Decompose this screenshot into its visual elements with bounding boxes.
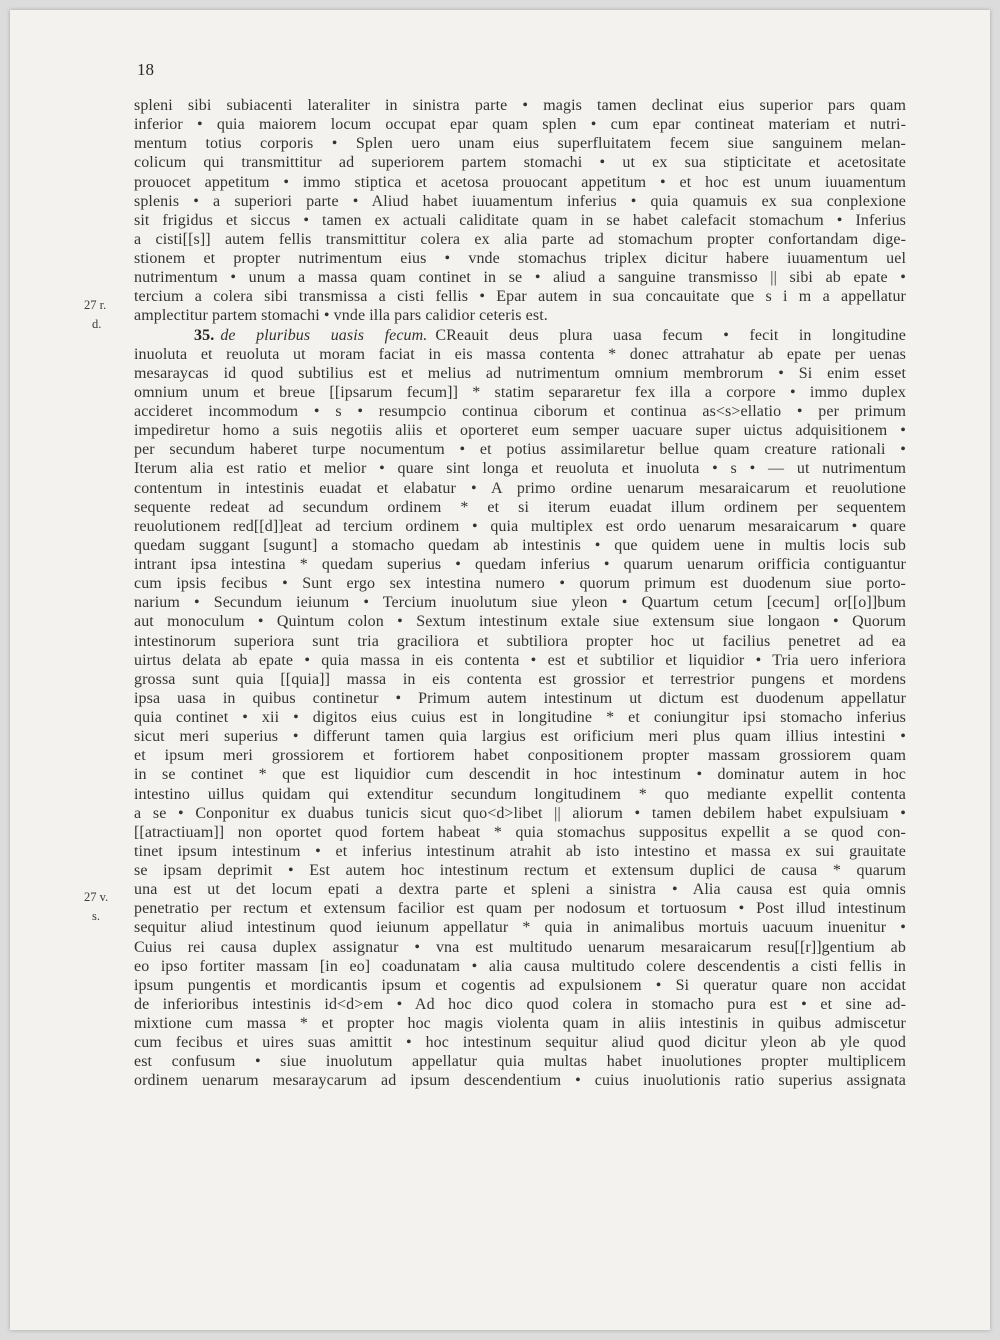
text-block-after-heading — [134, 345, 906, 1091]
text-line: ipsa uasa in quibus continetur • Primum autem intestinum ut dictum est duodenum appellatur — [134, 689, 906, 707]
text-line: intrant ipsa intestina * quedam superius • quedam inferius • quarum uenarum orifficia contiguantur — [134, 556, 906, 573]
text-line: sit frigidus et siccus • tamen ex actuali caliditate quam in se habet calefacit stomachum • Inferius — [134, 211, 906, 229]
text-line: contentum in intestinis euadat et elabatur • A primo ordine uenarum mesaraicarum et reuolutione — [134, 479, 906, 497]
margin-note-folio: 27 v. — [84, 890, 109, 904]
margin-note-column: s. — [92, 909, 100, 924]
text-line: impediretur homo a suis negotiis aliis et oporteret eum semper uacuare super uictus adquisitionem • — [134, 422, 906, 440]
text-line: intestinorum superiora sunt tria graciliora et subtiliora propter hoc ut facilius penetret ad ea — [134, 632, 906, 650]
text-line: omnium unum et breue [[ipsarum fecum]] * statim separaretur fex illa a corpore • immo duplex — [134, 383, 906, 401]
text-line: accideret incommodum • s • resumpcio continua ciborum et continua as<s>ellatio • per primum — [134, 403, 906, 420]
text-line: tercium a colera sibi transmissa a cisti fellis • Epar autem in sua concauitate que s i m a appellatur — [134, 288, 906, 306]
text-line: tinet ipsum intestinum • et inferius intestinum atrahit ab isto intestino et massa ex sui grauitate — [134, 842, 906, 860]
margin-note-folio: 27 r. — [84, 298, 107, 312]
text-line: eo ipso fortiter massam [in eo] coadunatam • alia causa multitudo colere descendentis a cisti fellis in — [134, 957, 906, 975]
margin-note-folio-27r — [84, 296, 124, 334]
text-line: prouocet appetitum • immo stiptica et acetosa prouocant appetitum • et hoc est unum iuuamentum — [134, 173, 906, 191]
text-line: sequente redeat ad secundum ordinem * et si iterum euadat illum ordinem per sequentem — [134, 498, 906, 516]
section-number: 35. — [194, 326, 215, 344]
text-line: stionem et propter nutrimentum eius • vnde stomachus triplex dicitur habere iuuamentum uel — [134, 250, 906, 267]
text-line: intestino uillus quidam qui extenditur secundum longitudinem * quo mediante expellit contenta — [134, 785, 906, 803]
text-line: uirtus delata ab epate • quia massa in eis contenta • est et subtilior et liquidior • Tria uero inferiora — [134, 651, 906, 669]
text-line: mixtione cum massa * et propter hoc magis violenta quam in aliis intestinis in quibus admiscetur — [134, 1015, 906, 1032]
text-line: sequitur aliud intestinum quod ieiunum appellatur * quia in animalibus mortuis uacuum inuenitur • — [134, 919, 906, 937]
text-line: a se • Conponitur ex duabus tunicis sicut quo<d>libet || aliorum • tamen debilem habet expulsiuam • — [134, 804, 906, 822]
text-line: narium • Secundum ieiunum • Tercium inuolutum siue yleon • Quartum cetum [cecum] or[[o]]bum — [134, 594, 906, 612]
text-line: per secundum haberet turpe nocumentum • et potius assimilaretur bellue quam creature rationali • — [134, 441, 906, 459]
margin-note-folio-27v — [84, 888, 124, 926]
text-line: cum ipsis fecibus • Sunt ergo sex intestina numero • quorum primum est duodenum siue porto- — [134, 575, 906, 593]
text-line: Cuius rei causa duplex assignatur • vna est multitudo uenarum mesaraicarum resu[[r]]gentium ab — [134, 938, 906, 956]
text-line: est confusum • siue inuolutum appellatur quia multas habet inuolutiones propter multiplicem — [134, 1053, 906, 1071]
text-line: a cisti[[s]] autem fellis transmittitur colera ex alia parte ad stomachum propter confortandam dige- — [134, 230, 906, 248]
section-heading-line — [134, 326, 906, 345]
text-line: quedam suggant [sugunt] a stomacho quedam ab intestinis • que quidem uene in multis locis sub — [134, 536, 906, 554]
text-line: de inferioribus intestinis id<d>em • Ad hoc dico quod colera in stomacho pura est • et sine ad- — [134, 995, 906, 1013]
text-line: ipsum pungentis et mordicantis ipsum et cogentis ad expulsionem • Si queratur quare non accidat — [134, 976, 906, 994]
text-line: inferior • quia maiorem locum occupat epar quam splen • cum epar contineat materiam et nutri- — [134, 116, 906, 134]
section-title: de pluribus uasis fecum. — [220, 326, 428, 344]
text-line: se ipsam deprimit • Est autem hoc intestinum rectum et extensum duplici de causa * quarum — [134, 862, 906, 879]
text-line: et ipsum meri grossiorem et fortiorem habet conpositionem propter massam grossiorem quam — [134, 747, 906, 765]
text-line: penetratio per rectum et extensum facilior est quam per nodosum et tortuosum • Post illud intestinum — [134, 900, 906, 918]
text-line: ordinem uenarum mesaraycarum ad ipsum descendentium • cuius inuolutionis ratio superius assignata — [134, 1072, 906, 1090]
page-sheet — [10, 10, 990, 1330]
text-line: in se continet * que est liquidior cum descendit in hoc intestinum • dominatur autem in hoc — [134, 766, 906, 784]
body-text — [134, 96, 906, 1091]
text-block-before-heading — [134, 96, 906, 326]
text-line: mentum totius corporis • Splen uero unam eius superfluitatem fecem siue sanguinem melan- — [134, 135, 906, 153]
text-line: [[atractiuam]] non oportet quod fortem habeat * quia stomachus suppositus expellit a se quod con- — [134, 823, 906, 841]
text-line: splenis • a superiori parte • Aliud habet iuuamentum inferius • quia quamuis ex sua conplexione — [134, 192, 906, 210]
text-line: Iterum alia est ratio et melior • quare sint longa et reuoluta et inuoluta • s • — ut nutrimentum — [134, 460, 906, 478]
text-line: amplectitur partem stomachi • vnde illa pars calidior ceteris est. — [134, 307, 548, 325]
text-line: grossa sunt quia [[quia]] massa in eis contenta est grossior et terrestrior pungens et mordens — [134, 670, 906, 688]
text-line: inuoluta et reuoluta ut moram faciat in eis massa contenta * donec attrahatur ab epate per uenas — [134, 345, 906, 363]
text-line: mesaraycas id quod subtilius est et melius ad nutrimentum omnium membrorum • Si enim esset — [134, 364, 906, 382]
text-line: quia continet • xii • digitos eius cuius est in longitudine * et coniungitur ipsi stomacho inferius — [134, 709, 906, 726]
text-line: sicut meri superius • differunt tamen quia largius est orificium meri plus quam illius intestini • — [134, 728, 906, 746]
text-line: nutrimentum • unum a massa quam continet in se • aliud a sanguine transmisso || sibi ab epate • — [134, 269, 906, 287]
text-line: una est ut det locum epati a dextra parte et spleni a sinistra • Alia causa est quia omnis — [134, 881, 906, 899]
page-number: 18 — [137, 60, 154, 79]
text-line: cum fecibus et uires suas amittit • hoc intestinum sequitur aliud quod dicitur yleon ab yle quod — [134, 1034, 906, 1052]
text-line: reuolutionem red[[d]]eat ad tercium ordinem • quia multiplex est ordo uenarum mesaraicarum • quare — [134, 517, 906, 535]
text-line: colicum qui transmittitur ad superiorem partem stomachi • ut ex sua stipticitate et acetositate — [134, 154, 906, 172]
section-text: CReauit deus plura uasa fecum • fecit in longitudine — [435, 326, 906, 344]
text-line: aut monoculum • Quintum colon • Sextum intestinum extale siue extensum siue longaon • Quorum — [134, 613, 906, 631]
text-line: spleni sibi subiacenti lateraliter in sinistra parte • magis tamen declinat eius superior pars quam — [134, 97, 906, 114]
margin-note-column: d. — [92, 317, 102, 332]
